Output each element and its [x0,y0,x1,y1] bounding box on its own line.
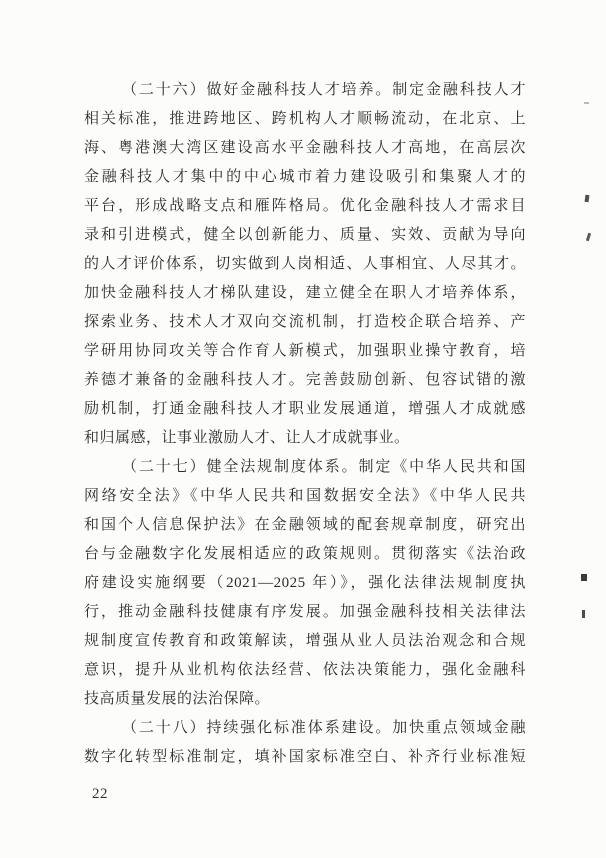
text-line: 和归属感，让事业激励人才、让人才成就事业。 [84,430,410,446]
text-line: 养德才兼备的金融科技人才。完善鼓励创新、包容试错的激 [84,372,526,388]
text-line: 相关标准，推进跨地区、跨机构人才顺畅流动，在北京、上 [84,111,526,127]
text-line: （二十七）健全法规制度体系。制定《中华人民共和国 [122,459,526,475]
text-line: 的人才评价体系，切实做到人岗相适、人事相宜、人尽其才。 [84,256,526,272]
text-line: 和国个人信息保护法》在金融领域的配套规章制度，研究出 [84,517,526,533]
text-line: 励机制，打通金融科技人才职业发展通道，增强人才成就感 [84,401,526,417]
text-line: 录和引进模式，健全以创新能力、质量、实效、贡献为导向 [84,227,526,243]
text-line: 海、粤港澳大湾区建设高水平金融科技人才高地，在高层次 [84,140,526,156]
text-line: 台与金融数字化发展相适应的政策规则。贯彻落实《法治政 [84,546,526,562]
text-line: （二十八）持续强化标准体系建设。加快重点领域金融 [122,720,526,736]
scan-artifact [582,610,585,618]
page-number: 22 [92,786,108,802]
scan-artifact [586,233,591,242]
text-line: 学研用协同攻关等合作育人新模式，加强职业操守教育，培 [84,343,526,359]
scan-artifact [581,574,587,581]
scan-artifact [585,195,590,202]
text-line: 探索业务、技术人才双向交流机制，打造校企联合培养、产 [84,314,526,330]
text-line: （二十六）做好金融科技人才培养。制定金融科技人才 [122,82,526,98]
document-body [84,76,526,772]
text-line: 数字化转型标准制定，填补国家标准空白、补齐行业标准短 [84,749,526,765]
text-line: 平台，形成战略支点和雁阵格局。优化金融科技人才需求目 [84,198,526,214]
text-line: 技高质量发展的法治保障。 [84,691,271,707]
text-line: 意识，提升从业机构依法经营、依法决策能力，强化金融科 [84,662,526,678]
scan-artifact [584,102,589,104]
text-line: 加快金融科技人才梯队建设，建立健全在职人才培养体系， [84,285,526,301]
text-line: 行，推动金融科技健康有序发展。加强金融科技相关法律法 [84,604,526,620]
text-line: 府建设实施纲要（2021—2025 年）》，强化法律法规制度执 [84,575,526,591]
text-line: 金融科技人才集中的中心城市着力建设吸引和集聚人才的 [84,169,526,185]
text-line: 规制度宣传教育和政策解读，增强从业人员法治观念和合规 [84,633,526,649]
text-line: 网络安全法》《中华人民共和国数据安全法》《中华人民共 [84,488,526,504]
